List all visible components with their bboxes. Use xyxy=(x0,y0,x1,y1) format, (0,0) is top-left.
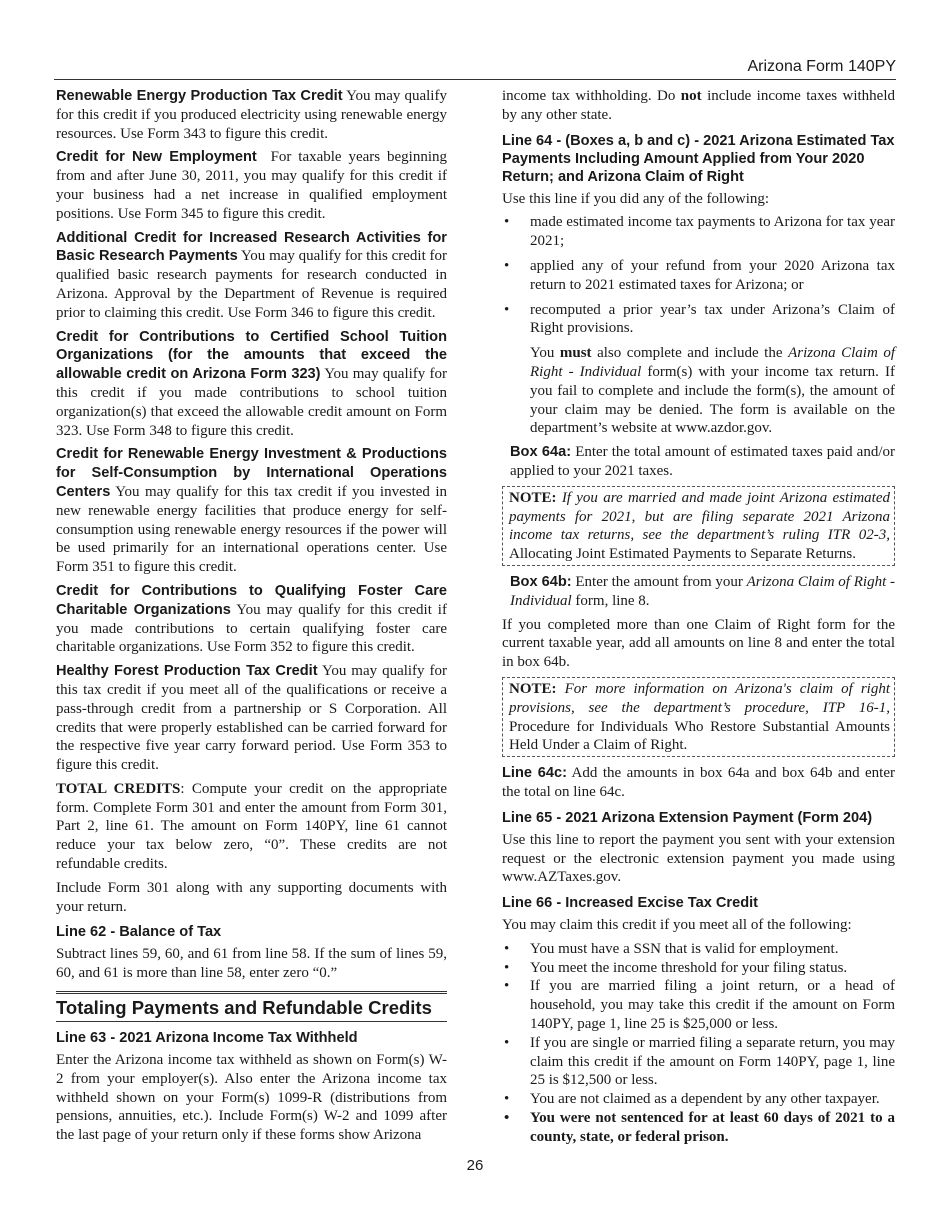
renewable-energy-title: Renewable Energy Production Tax Credit xyxy=(56,88,343,104)
line66-bullet: • You must have a SSN that is valid for employment. xyxy=(502,940,895,959)
note-claim-of-right xyxy=(502,677,895,757)
total-credits-title: TOTAL CREDITS xyxy=(56,780,181,797)
line65-title: Line 65 - 2021 Arizona Extension Payment (Form 204) xyxy=(502,809,873,826)
line66-bullet-prison: • You were not sentenced for at least 60 days of 2021 to a county, state, or federal prison. xyxy=(502,1109,895,1147)
school-tuition-body: You may qualify for this credit if you made contributions to school tuition organization(s) that exceed the allowable credit amount on Form 323. Use Form 348 to figure this credit. xyxy=(56,366,448,439)
line65-body: Use this line to report the payment you sent with your extension request or the electronic extension payment you made using www.AZTaxes.gov. xyxy=(502,831,895,886)
line64-bullet: • recomputed a prior year’s tax under Arizona’s Claim of Right provisions. xyxy=(502,301,895,339)
must-bold: must xyxy=(559,345,592,362)
line64c-para xyxy=(502,764,895,802)
box64b-para xyxy=(502,573,895,611)
total-credits-para xyxy=(56,780,447,874)
box64b-label: Box 64b: xyxy=(510,573,572,590)
left-column xyxy=(56,87,447,1150)
box64b-body-a: Enter the amount from your xyxy=(571,573,747,590)
line62-body: Subtract lines 59, 60, and 61 from line 58. If the sum of lines 59, 60, and 61 is more than line 58, enter zero “0.” xyxy=(56,946,447,982)
line62-title: Line 62 - Balance of Tax xyxy=(56,924,222,941)
new-employment-title: Credit for New Employment xyxy=(56,149,257,166)
cont-bold: not xyxy=(680,88,702,104)
line66-bullet: • If you are single or married filing a separate return, you may claim this credit if the amount on Form 140PY, page 1, line 25 is $12,500 or less. xyxy=(502,1034,895,1090)
multi-claim-para: If you completed more than one Claim of Right form for the current taxable year, add all amounts on line 8 and enter the total in box 64b. xyxy=(502,616,895,671)
school-tuition-para xyxy=(56,328,447,441)
healthy-forest-para xyxy=(56,662,447,775)
line66-bullet: • If you are married filing a joint return, or a head of household, you may take this credit if the amount on Form 140PY, page 1, line 25 is $25,000 or less. xyxy=(502,977,895,1033)
line64-bullet: • applied any of your refund from your 2020 Arizona tax return to 2021 estimated taxes for Arizona; or xyxy=(502,257,895,295)
box64a-para xyxy=(502,443,895,481)
note2-italic: For more information on Arizona's claim of right provisions, see the department’s procedure, ITP 16-1, xyxy=(509,680,890,716)
line64c-label: Line 64c: xyxy=(502,765,567,782)
note1-italic: If you are married and made joint Arizona estimated payments for 2021, but are filing separate 2021 Arizona income tax returns, see the department’s ruling ITR 02-3, xyxy=(509,489,890,544)
line63-body: Enter the Arizona income tax withheld as shown on Form(s) W-2 from your employer(s). Also enter the Arizona income tax withheld shown on your Form(s) 1099-R (distributions from pensions, annuities, etc.). Include Form(s) W-2 and 1099 after the last page of your return only if these forms show Arizona xyxy=(56,1052,447,1144)
form-title: Arizona Form 140PY xyxy=(747,58,896,75)
foster-care-para xyxy=(56,582,447,657)
healthy-forest-body: You may qualify for this tax credit if you meet all of the qualifications or receive a pass-through credit from a partnership or S Corporation. All credits that were properly established can be carried forward for the respective five year carry forward period. Use Form 353 to figure this credit. xyxy=(56,663,447,774)
page-number: 26 xyxy=(466,1157,484,1174)
note1-label: NOTE: xyxy=(509,489,557,506)
section-title: Totaling Payments and Refundable Credits xyxy=(56,991,447,1022)
must-text-b: also complete and include the xyxy=(591,345,789,362)
box64b-italic: Arizona Claim of Right - Individual xyxy=(510,573,895,609)
foster-care-title: Credit for Contributions to Qualifying Foster Care Charitable Organizations xyxy=(56,582,447,618)
renewable-energy-para xyxy=(56,87,447,143)
header-rule xyxy=(54,79,896,80)
note1-tail: Allocating Joint Estimated Payments to Separate Returns. xyxy=(509,546,857,563)
line64-bullet: • made estimated income tax payments to Arizona for tax year 2021; xyxy=(502,213,895,251)
must-italic: Arizona Claim of Right - Individual xyxy=(530,345,895,380)
healthy-forest-title: Healthy Forest Production Tax Credit xyxy=(56,663,318,680)
self-consumption-body: You may qualify for this tax credit if you invested in new renewable energy facilities that produce energy for self-consumption using renewable energy resources if the power will be used primarily for an international operations center. Use Form 351 to figure this credit. xyxy=(56,483,447,576)
self-consumption-title: Credit for Renewable Energy Investment & Productions for Self-Consumption by International Operations Centers xyxy=(56,446,447,500)
new-employment-para xyxy=(56,148,447,223)
line64-intro: Use this line if you did any of the following: xyxy=(502,190,770,207)
box64a-body: Enter the total amount of estimated taxes paid and/or applied to your 2021 taxes. xyxy=(510,444,895,479)
research-body: You may qualify for this credit for qualified basic research payments for research conducted in Arizona. Approval by the Department of Revenue is required prior to claiming this credit. Use Form 346 to figure this credit. xyxy=(56,248,447,321)
note2-tail: Procedure for Individuals Who Restore Substantial Amounts Held Under a Claim of Right. xyxy=(509,718,890,754)
cont-text-b: include income taxes withheld by any other state. xyxy=(502,88,895,123)
claim-of-right-must xyxy=(502,344,895,438)
line66-intro: You may claim this credit if you meet all of the following: xyxy=(502,917,852,934)
line64-title: Line 64 - (Boxes a, b and c) - 2021 Arizona Estimated Tax Payments Including Amount Applied from Your 2020 Return; and Arizona Claim of Right xyxy=(502,132,895,185)
cont-text-a: income tax withholding. Do xyxy=(502,88,681,104)
self-consumption-para xyxy=(56,445,447,577)
include-301-para: Include Form 301 along with any supporting documents with your return. xyxy=(56,879,447,915)
renewable-energy-body: You may qualify for this credit if you produced electricity using renewable energy resources. Use Form 343 to figure this credit. xyxy=(56,88,447,142)
line64c-body: Add the amounts in box 64a and box 64b and enter the total on line 64c. xyxy=(502,765,896,800)
must-text-c: form(s) with your income tax return. If you fail to complete and include the form(s), the amount of your claim may be denied. The form is available on the department’s website at www.azdor.gov. xyxy=(530,363,895,437)
line66-bullet: • You are not claimed as a dependent by any other taxpayer. xyxy=(502,1090,895,1109)
withholding-continued xyxy=(502,87,895,125)
line66-bullet: • You meet the income threshold for your filing status. xyxy=(502,959,895,978)
box64a-label: Box 64a: xyxy=(510,444,572,461)
total-credits-body: : Compute your credit on the appropriate form. Complete Form 301 and enter the amount from Form 301, Part 2, line 61. The amount on Form 140PY, line 61 cannot reduce your tax below zero, “0”. These credits are not refundable credits. xyxy=(56,780,447,873)
school-tuition-title: Credit for Contributions to Certified School Tuition Organizations (for the amounts that exceed the allowable credit on Arizona Form 323) xyxy=(56,328,447,383)
research-title: Additional Credit for Increased Research Activities for Basic Research Payments xyxy=(56,229,447,265)
foster-care-body: You may qualify for this credit if you made contributions to certain qualifying foster care charitable organizations. Use Form 352 to figure this credit. xyxy=(56,601,447,656)
note2-label: NOTE: xyxy=(509,680,557,697)
research-para xyxy=(56,229,447,323)
must-text-a: You xyxy=(530,345,560,362)
new-employment-body: For taxable years beginning from and after June 30, 2011, you may qualify for this credit if your business had a net increase in qualified employment positions. Use Form 345 to figure this credit. xyxy=(56,149,448,222)
box64b-body-b: form, line 8. xyxy=(571,592,650,609)
line66-title: Line 66 - Increased Excise Tax Credit xyxy=(502,895,759,912)
right-column xyxy=(502,87,895,1147)
line63-title: Line 63 - 2021 Arizona Income Tax Withheld xyxy=(56,1030,358,1047)
note-joint-payments xyxy=(502,486,895,566)
